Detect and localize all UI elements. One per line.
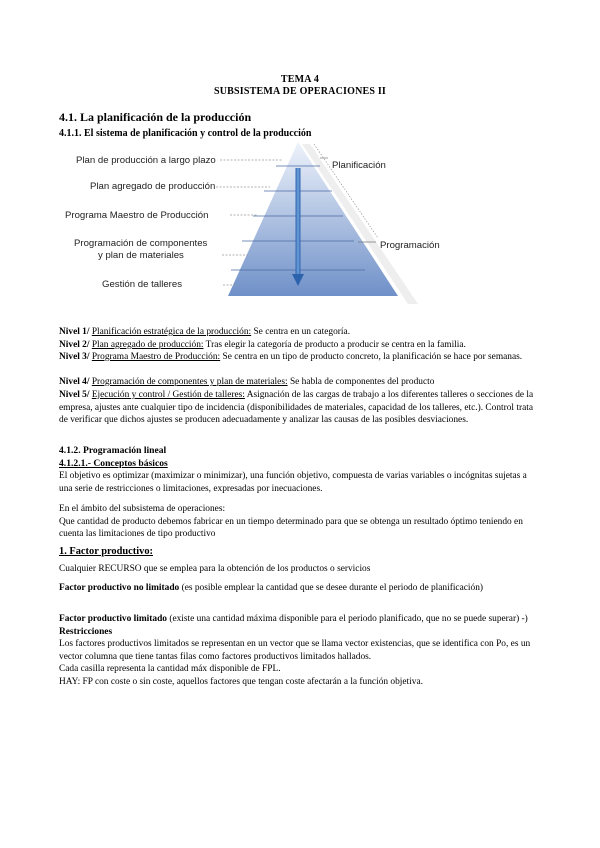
fp-limitado-text: (existe una cantidad máxima disponible para el periodo planificado, que no se puede superar) -)	[166, 614, 528, 624]
nivel-2	[59, 339, 541, 352]
diagram-label-programa-maestro: Programa Maestro de Producción	[65, 210, 209, 221]
nivel-2-text: Tras elegir la categoría de producto a producir se centra en la familia.	[203, 340, 466, 350]
paragraph-ambito-line1: En el ámbito del subsistema de operaciones:	[59, 504, 226, 514]
planning-pyramid-diagram	[58, 136, 458, 306]
paragraph-recurso: Cualquier RECURSO que se emplea para la obtención de los productos o servicios	[59, 564, 371, 574]
paragraph-casilla: Cada casilla representa la cantidad máx disponible de FPL.	[59, 664, 281, 674]
nivel-4-text: Se habla de componentes del producto	[287, 377, 435, 387]
nivel-3-label: Nivel 3/	[59, 352, 90, 362]
nivel-1-label: Nivel 1/	[59, 327, 90, 337]
paragraph-limitados: Los factores productivos limitados se representan en un vector que se llama vector existencias, que se identifica con Po, es un vector columna que tiene tantas filas como factores productivos limitados hallados.	[59, 639, 531, 662]
fp-no-limitado-title: Factor productivo no limitado	[59, 583, 180, 593]
nivel-5-label: Nivel 5/	[59, 390, 90, 400]
paragraph-objetivo: El objetivo es optimizar (maximizar o minimizar), una función objetivo, compuesta de varias variables o incógnitas sujetas a una serie de restricciones o limitaciones, expresadas por inecuaciones.	[59, 471, 527, 494]
nivel-2-label: Nivel 2/	[59, 340, 90, 350]
paragraph-fp-no-limitado	[59, 582, 539, 595]
diagram-label-gestion-talleres: Gestión de talleres	[102, 279, 182, 290]
paragraph-ambito-line2: Que cantidad de producto debemos fabricar en un tiempo determinado para que se obtenga un resultado óptimo teniendo en cuenta las limitaciones de tipo productivo	[59, 516, 523, 540]
section-heading-4-1-2: 4.1.2. Programación lineal	[59, 445, 167, 456]
restricciones-label: Restricciones	[59, 626, 113, 637]
diagram-label-planificacion: Planificación	[332, 160, 386, 171]
nivel-5-title: Ejecución y control / Gestión de talleres:	[91, 390, 245, 400]
diagram-label-plan-materiales: y plan de materiales	[98, 250, 184, 261]
nivel-4-title: Programación de componentes y plan de materiales:	[91, 377, 288, 387]
paragraph-fp-limitado	[59, 613, 539, 638]
diagram-label-plan-agregado: Plan agregado de producción	[90, 181, 216, 192]
diagram-label-largo-plazo: Plan de producción a largo plazo	[76, 155, 216, 166]
paragraph-ambito	[59, 503, 539, 541]
nivel-2-title: Plan agregado de producción:	[91, 340, 204, 350]
nivel-3-text: Se centra en un tipo de producto concreto, la planificación se hace por semanas.	[220, 352, 523, 362]
factor-productivo-heading: 1. Factor productivo:	[59, 546, 153, 557]
nivel-4-label: Nivel 4/	[59, 377, 90, 387]
nivel-5-text: Asignación de las cargas de trabajo a los diferentes talleres o secciones de la empresa, ajustes ante cualquier tipo de incidencia (disponibilidades de materiales, capacidad de los talleres, etc.). Control trata de verificar que dichos ajustes se producen adecuadamente y analizar las causas de las posibles desviaciones.	[59, 390, 534, 426]
nivel-5	[59, 389, 541, 427]
nivel-1-text: Se centra en un categoría.	[251, 327, 351, 337]
fp-no-limitado-text: (es posible emplear la cantidad que se desee durante el periodo de planificación)	[179, 583, 484, 593]
fp-limitado-title: Factor productivo limitado	[59, 614, 167, 624]
section-heading-4-1: 4.1. La planificación de la producción	[59, 110, 252, 124]
nivel-4	[59, 376, 541, 389]
nivel-3	[59, 351, 541, 364]
diagram-label-programacion: Programación	[380, 240, 440, 251]
section-heading-4-1-2-1: 4.1.2.1.- Conceptos básicos	[59, 458, 168, 469]
nivel-1-title: Planificación estratégica de la producción:	[91, 327, 252, 337]
down-arrow-shaft	[296, 168, 301, 276]
tema-title: TEMA 4	[280, 74, 320, 85]
section-heading-4-1-1: 4.1.1. El sistema de planificación y control de la producción	[59, 128, 312, 139]
diagram-label-programacion-componentes: Programación de componentes	[74, 238, 208, 249]
subsistema-title: SUBSISTEMA DE OPERACIONES II	[213, 86, 387, 97]
paragraph-hay: HAY: FP con coste o sin coste, aquellos factores que tengan coste afectarán a la función objetiva.	[59, 677, 423, 687]
nivel-3-title: Programa Maestro de Producción:	[91, 352, 221, 362]
nivel-1	[59, 326, 541, 339]
